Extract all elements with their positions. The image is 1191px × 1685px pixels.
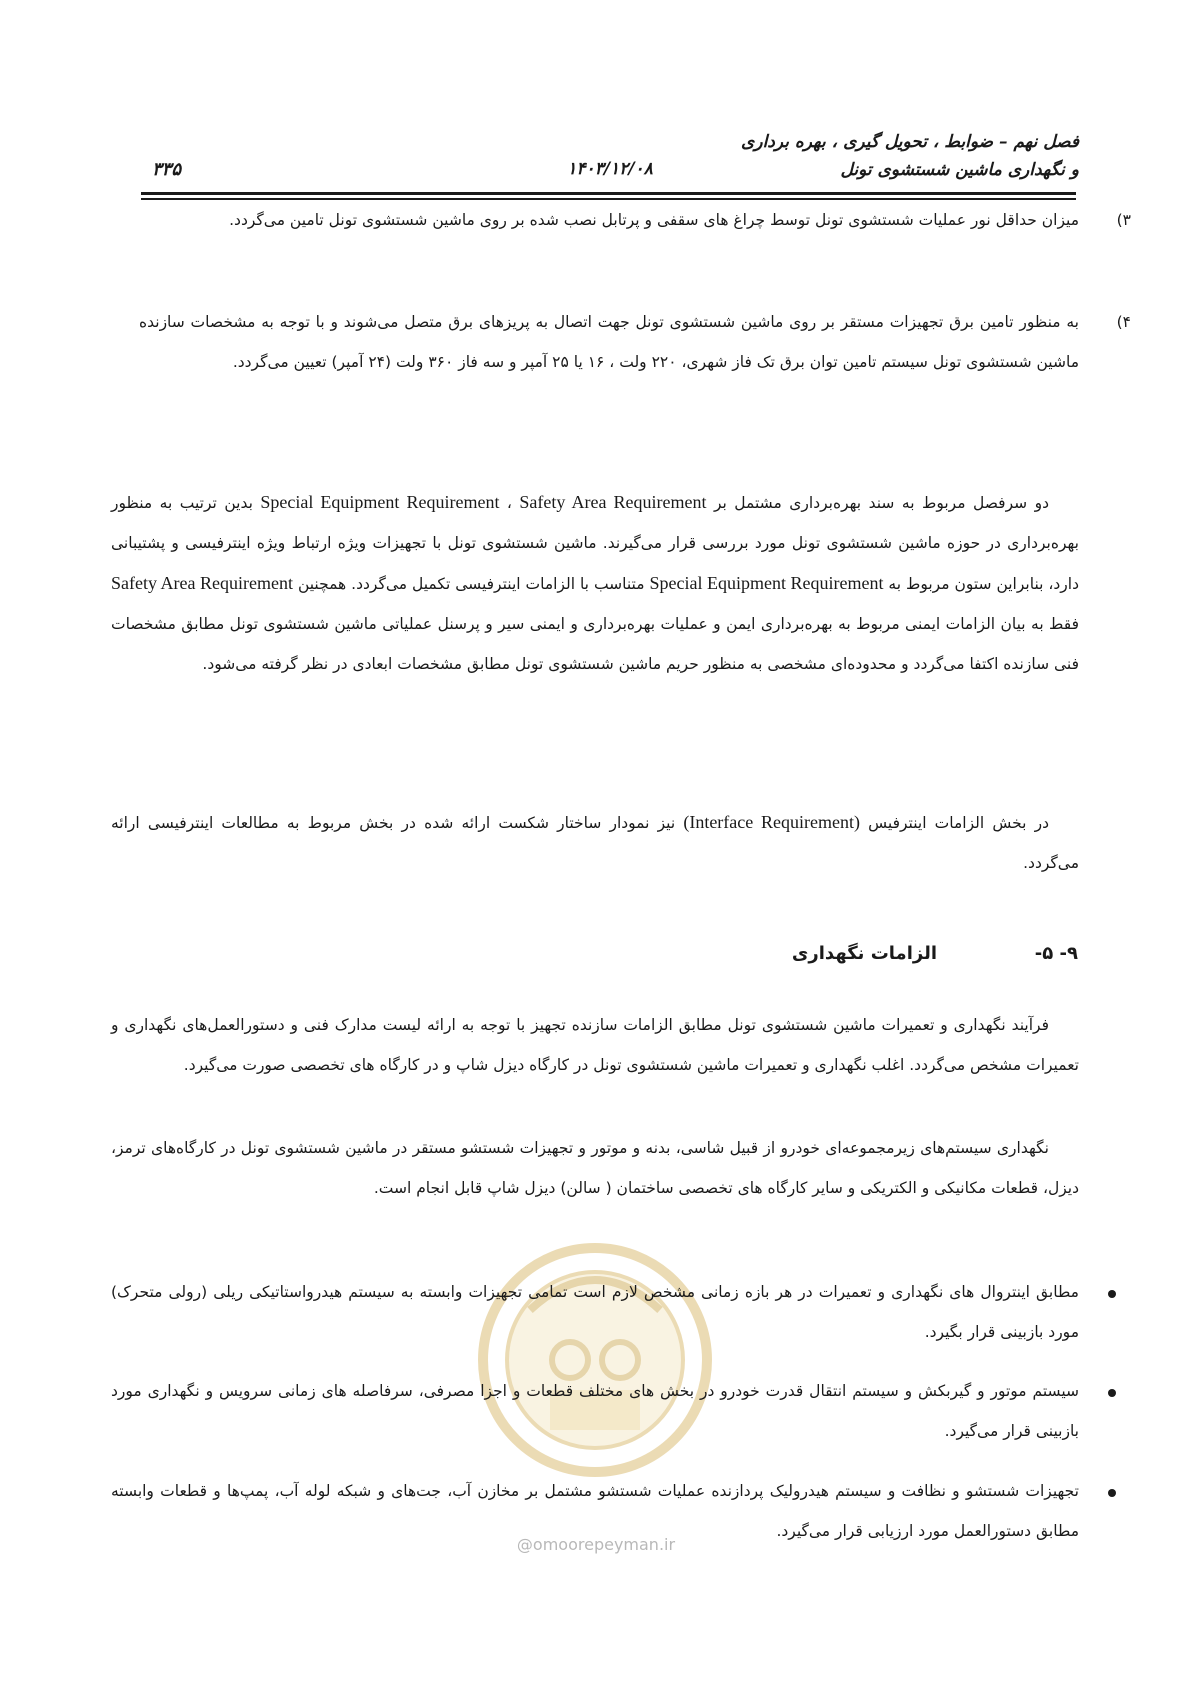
term-english: Safety Area Requirement bbox=[111, 573, 293, 593]
paragraph-text: فقط به بیان الزامات ایمنی مربوط به بهره‌برداری ایمن و عملیات بهره‌برداری و ایمنی سیر و پرسنل عملیاتی ماشین شستشوی تونل مطابق مشخصات فنی سازنده اکتفا می‌گردد و محدوده‌ای مشخصی به منظور حریم ماشین شستشوی تونل مطابق مشخصات ابعادی در نظر گرفته می‌شود. bbox=[111, 615, 1079, 673]
term-english: Special Equipment Requirement bbox=[649, 573, 884, 593]
list-item-number: ۴) bbox=[1116, 313, 1131, 331]
bullet-dot-icon bbox=[1108, 1290, 1116, 1298]
separator: ، bbox=[499, 494, 520, 512]
page-number: ۳۳۵ bbox=[152, 159, 182, 180]
list-item-text: میزان حداقل نور عملیات شستشوی تونل توسط چراغ های سقفی و پرتابل نصب شده بر روی ماشین شستشوی تونل تامین می‌گردد. bbox=[229, 211, 1079, 229]
term-english: (Interface Requirement) bbox=[683, 812, 860, 832]
section-title: الزامات نگهداری bbox=[791, 943, 937, 964]
bullet-item-text: سیستم موتور و گیربکش و سیستم انتقال قدرت خودرو در بخش های مختلف قطعات و اجزا مصرفی، سرفاصله های زمانی سرویس و نگهداری مورد بازبینی قرار می‌گیرد. bbox=[111, 1382, 1079, 1440]
list-item-number: ۳) bbox=[1116, 211, 1131, 229]
bullet-dot-icon bbox=[1108, 1489, 1116, 1497]
section-number: ۹- ۵- bbox=[1034, 943, 1078, 964]
term-english: Safety Area Requirement bbox=[519, 492, 707, 512]
paragraph-subsystems: نگهداری سیستم‌های زیرمجموعه‌ای خودرو از قبیل شاسی، بدنه و موتور و تجهیزات شستشو مستقر در ماشین شستشوی تونل در کارگاه‌های ترمز، دیزل، قطعات مکانیکی و الکتریکی و سایر کارگاه های تخصصی ساختمان ( سالن) دیزل شاپ قابل انجام است. bbox=[111, 1139, 1079, 1197]
paragraph-text: نیز نمودار ساختار شکست ارائه شده در بخش مربوط به مطالعات اینترفیسی ارائه می‌گردد. bbox=[111, 814, 1079, 872]
chapter-title-line1: فصل نهم – ضوابط ، تحویل گیری ، بهره برداری bbox=[741, 132, 1079, 152]
paragraph-interface bbox=[111, 802, 1079, 883]
paragraph-text: متناسب با الزامات اینترفیسی تکمیل می‌گردد. همچنین bbox=[297, 575, 645, 593]
header-rule-thick bbox=[141, 192, 1076, 195]
paragraph-operation-sections bbox=[111, 482, 1079, 684]
list-item-text: به منظور تامین برق تجهیزات مستقر بر روی ماشین شستشوی تونل جهت اتصال به پریزهای برق متصل می‌شوند و با توجه به مشخصات سازنده ماشین شستشوی تونل سیستم تامین توان برق تک فاز شهری، ۲۲۰ ولت ، ۱۶ یا ۲۵ آمپر و سه فاز ۳۶۰ ولت (۲۴ آمپر) تعیین می‌گردد. bbox=[139, 313, 1079, 371]
header-date: ۱۴۰۳/۱۲/۰۸ bbox=[567, 159, 653, 179]
bullet-item-text: تجهیزات شستشو و نظافت و سیستم هیدرولیک پردازنده عملیات شستشو مشتمل بر مخازن آب، جت‌های و شبکه لوله آب، پمپ‌ها و قطعات وابسته مطابق دستورالعمل مورد ارزیابی قرار می‌گیرد. bbox=[111, 1482, 1079, 1540]
watermark-text: @omoorepeyman.ir bbox=[516, 1535, 676, 1554]
bullet-dot-icon bbox=[1108, 1389, 1116, 1397]
bullet-item-text: مطابق اینتروال های نگهداری و تعمیرات در هر بازه زمانی مشخص لازم است تمامی تجهیزات وابسته به سیستم هیدرواستاتیکی ریلی (رولی متحرک) مورد بازبینی قرار بگیرد. bbox=[111, 1283, 1079, 1341]
paragraph-text: بدین ترتیب به منظور بهره‌برداری در حوزه ماشین شستشوی تونل مورد بررسی قرار می‌گیرند. ماشین شستشوی تونل با تجهیزات ویژه ارتباط ویژه اینترفیسی و پشتیبانی دارد، بنابراین ستون مربوط به bbox=[111, 494, 1079, 593]
term-english: Special Equipment Requirement bbox=[260, 492, 500, 512]
chapter-header bbox=[659, 128, 1079, 184]
chapter-title-line2: و نگهداری ماشین شستشوی تونل bbox=[840, 160, 1079, 180]
paragraph-text: در بخش الزامات اینترفیس bbox=[868, 814, 1049, 832]
paragraph-text: دو سرفصل مربوط به سند بهره‌برداری مشتمل بر bbox=[713, 494, 1049, 512]
paragraph-maintenance-process: فرآیند نگهداری و تعمیرات ماشین شستشوی تونل مطابق الزامات سازنده تجهیز با توجه به ارائه لیست مدارک فنی و دستورالعمل‌های نگهداری و تعمیرات مشخص می‌گردد. اغلب نگهداری و تعمیرات ماشین شستشوی تونل در کارگاه دیزل شاپ و در کارگاه های تخصصی صورت می‌گیرد. bbox=[111, 1016, 1079, 1074]
